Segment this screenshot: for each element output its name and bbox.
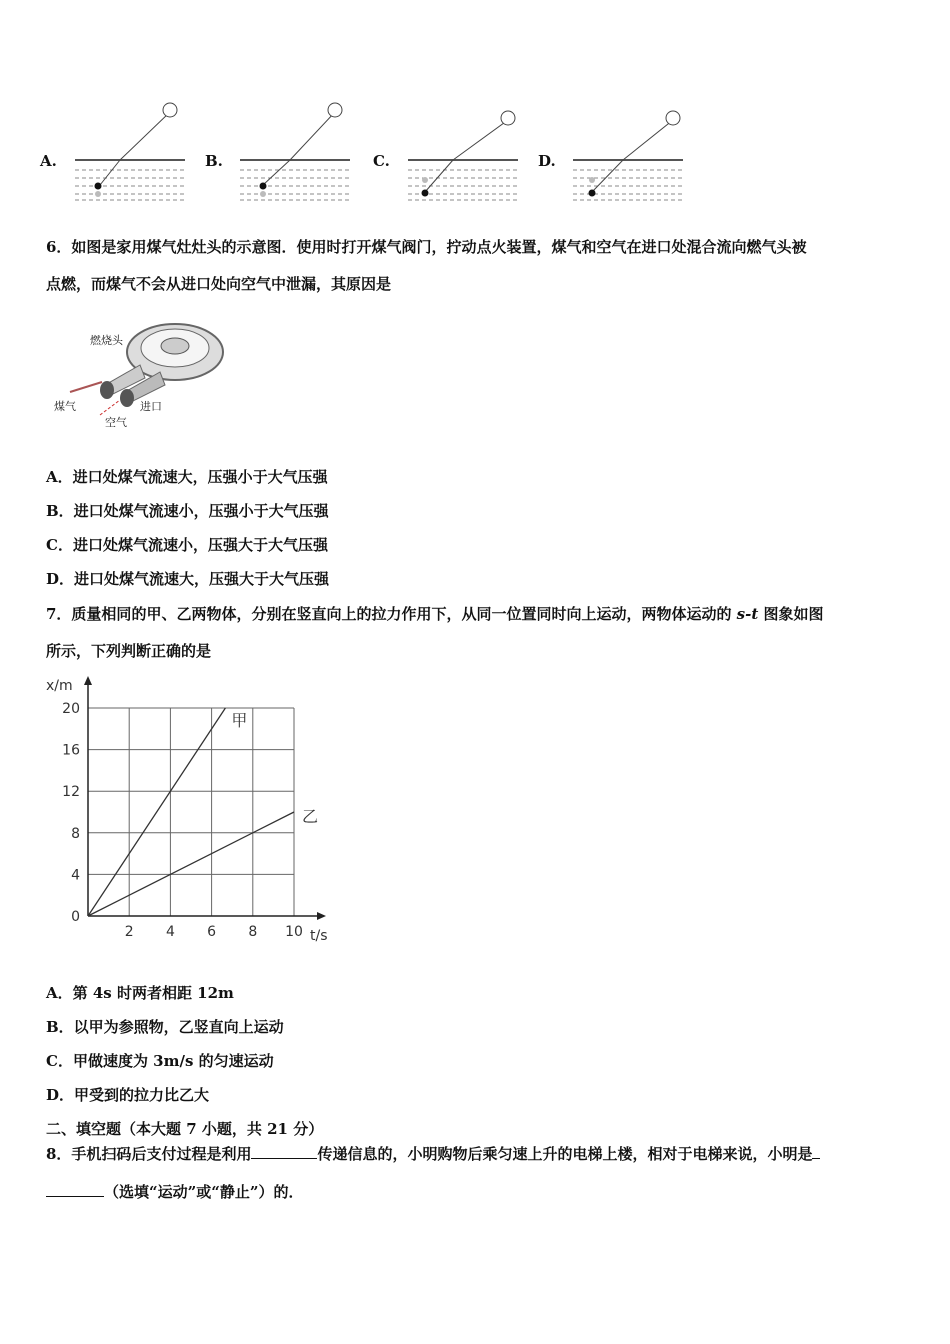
y-axis-label: x/m [46,678,73,694]
light-refraction-figure-b [235,100,355,210]
x-tick-label: 8 [248,924,258,940]
q7-stem-line1 [46,603,824,624]
option-label: C. [373,152,390,170]
light-refraction-figure-d [568,100,688,210]
x-tick-label: 4 [165,924,175,940]
y-axis-arrow [84,676,92,685]
option-label: B. [205,152,223,170]
q5-option-c[interactable] [373,100,533,210]
q6-option-a[interactable]: A．进口处煤气流速大，压强小于大气压强 [46,468,328,486]
y-tick-label: 20 [62,701,80,717]
series-line-jia [88,708,225,916]
q5-options [40,100,740,210]
series-label-yi: 乙 [302,807,319,826]
inlet-label: 进口 [140,400,162,413]
air-label: 空气 [105,416,127,429]
x-tick-label: 6 [207,924,217,940]
q5-option-a[interactable] [40,100,200,210]
q7-stem-part-b: 图象如图 [758,605,824,623]
q5-option-d[interactable] [538,100,698,210]
burner-label: 燃烧头 [90,334,123,347]
q5-option-b[interactable] [205,100,365,210]
y-tick-label: 0 [71,909,80,925]
gas-stove-figure [50,310,230,435]
q6-option-c[interactable]: C．进口处煤气流速小，压强大于大气压强 [46,536,328,554]
x-tick-label: 2 [124,924,134,940]
x-axis-arrow [317,912,326,920]
q8-line1 [46,1143,820,1164]
x-axis-label: t/s [310,928,328,944]
q7-stem-italic: s-t [736,605,759,623]
q8-blank-2[interactable] [46,1182,104,1197]
y-tick-label: 4 [71,867,80,884]
q6-option-b[interactable]: B．进口处煤气流速小，压强小于大气压强 [46,502,329,520]
option-label: A. [40,152,57,170]
q6-stem-line1: 6．如图是家用煤气灶灶头的示意图．使用时打开煤气阀门，拧动点火装置，煤气和空气在进口处混合流向燃气头被 [46,238,807,256]
q8-line2 [46,1181,304,1202]
q7-option-c[interactable]: C．甲做速度为 3m/s 的匀速运动 [46,1052,274,1070]
q7-option-a[interactable]: A．第 4s 时两者相距 12m [46,984,234,1002]
y-tick-label: 12 [62,784,80,801]
q8-part2: 传递信息的，小明购物后乘匀速上升的电梯上楼，相对于电梯来说，小明是 [317,1145,813,1163]
light-refraction-figure-a [70,100,190,210]
y-tick-label: 16 [62,742,80,759]
q7-option-d[interactable]: D．甲受到的拉力比乙大 [46,1086,210,1104]
light-refraction-figure-c [403,100,523,210]
q6-option-d[interactable]: D．进口处煤气流速大，压强大于大气压强 [46,570,330,588]
q8-blank-1[interactable] [251,1144,317,1159]
gas-label: 煤气 [54,400,76,413]
st-graph [40,670,340,955]
series-label-jia: 甲 [231,711,248,730]
section2-heading: 二、填空题（本大题 7 小题，共 21 分） [46,1120,324,1138]
q7-stem-line2: 所示，下列判断正确的是 [46,642,212,660]
tick-labels [62,701,303,940]
q7-option-b[interactable]: B．以甲为参照物，乙竖直向上运动 [46,1018,284,1036]
x-tick-label: 10 [285,924,303,940]
y-tick-label: 8 [71,825,80,842]
q8-part3: （选填“运动”或“静止”）的． [104,1183,304,1201]
q8-part1: 8．手机扫码后支付过程是利用 [46,1145,252,1163]
series-lines [88,708,294,916]
grid [88,708,294,916]
series-line-yi [88,812,294,916]
option-label: D. [538,152,556,170]
q8-blank-2-start[interactable] [812,1144,820,1159]
q6-stem-line2: 点燃，而煤气不会从进口处向空气中泄漏，其原因是 [46,275,392,293]
q7-stem-part-a: 7．质量相同的甲、乙两物体，分别在竖直向上的拉力作用下，从同一位置同时向上运动，两物体运动的 [46,605,737,623]
axes [84,676,326,920]
